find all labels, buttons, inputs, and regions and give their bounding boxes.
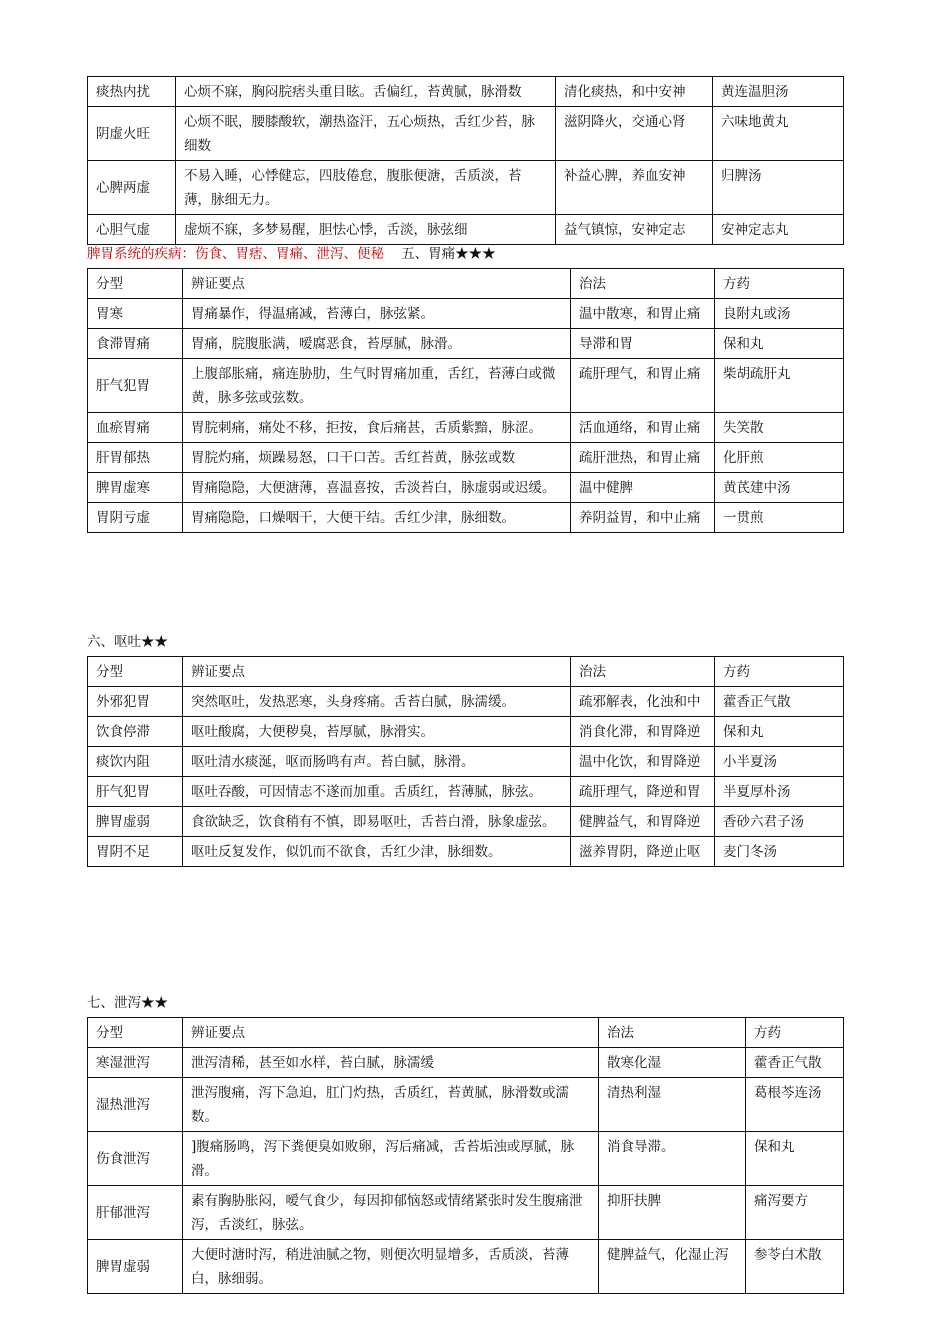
table-row — [88, 1048, 844, 1078]
treatment-cell: 疏邪解表，化浊和中 — [571, 687, 715, 717]
syndrome-type: 心胆气虚 — [88, 215, 176, 245]
syndrome-type: 食滞胃痛 — [88, 329, 183, 359]
section-heading-vomiting — [87, 632, 168, 652]
formula-cell: 柴胡疏肝丸 — [715, 359, 844, 413]
treatment-cell: 滋养胃阴，降逆止呕 — [571, 837, 715, 867]
symptoms-cell: 胃痛隐隐，口燥咽干，大便干结。舌红少津，脉细数。 — [183, 503, 571, 533]
syndrome-type: 外邪犯胃 — [88, 687, 183, 717]
treatment-cell: 清化痰热，和中安神 — [556, 77, 713, 107]
syndrome-type: 寒湿泄泻 — [88, 1048, 183, 1078]
formula-cell: 保和丸 — [715, 329, 844, 359]
spleen-stomach-diseases-note: 脾胃系统的疾病：伤食、胃痞、胃痛、泄泻、便秘 — [87, 246, 384, 262]
syndrome-type: 脾胃虚寒 — [88, 473, 183, 503]
formula-cell: 化肝煎 — [715, 443, 844, 473]
treatment-cell: 导滞和胃 — [571, 329, 715, 359]
table-header-row — [88, 1018, 844, 1048]
formula-cell: 保和丸 — [746, 1132, 844, 1186]
table-row — [88, 777, 844, 807]
symptoms-cell: 大便时溏时泻，稍进油腻之物，则便次明显增多，舌质淡，苔薄白，脉细弱。 — [183, 1240, 599, 1294]
formula-cell: 藿香正气散 — [746, 1048, 844, 1078]
table-row — [88, 359, 844, 413]
vomiting-table — [87, 656, 844, 867]
formula-cell: 藿香正气散 — [715, 687, 844, 717]
header-treatment: 治法 — [571, 269, 715, 299]
treatment-cell: 疏肝理气，降逆和胃 — [571, 777, 715, 807]
symptoms-cell: 胃痛隐隐，大便溏薄，喜温喜按，舌淡苔白，脉虚弱或迟缓。 — [183, 473, 571, 503]
symptoms-cell: ]腹痛肠鸣，泻下粪便臭如败卵，泻后痛减，舌苔垢浊或厚腻，脉滑。 — [183, 1132, 599, 1186]
section-title: 五、胃痛★★★ — [401, 246, 496, 262]
table-row — [88, 503, 844, 533]
treatment-cell: 散寒化湿 — [599, 1048, 746, 1078]
treatment-cell: 活血通络，和胃止痛 — [571, 413, 715, 443]
syndrome-type: 胃寒 — [88, 299, 183, 329]
syndrome-type: 胃阴亏虚 — [88, 503, 183, 533]
treatment-cell: 温中散寒，和胃止痛 — [571, 299, 715, 329]
treatment-cell: 健脾益气，化湿止泻 — [599, 1240, 746, 1294]
formula-cell: 黄连温胆汤 — [713, 77, 844, 107]
syndrome-type: 肝气犯胃 — [88, 359, 183, 413]
formula-cell: 失笑散 — [715, 413, 844, 443]
header-formula: 方药 — [746, 1018, 844, 1048]
symptoms-cell: 不易入睡，心悸健忘，四肢倦怠，腹胀便溏，舌质淡，苔薄，脉细无力。 — [176, 161, 556, 215]
section-heading-diarrhea — [87, 993, 168, 1013]
syndrome-type: 血瘀胃痛 — [88, 413, 183, 443]
formula-cell: 半夏厚朴汤 — [715, 777, 844, 807]
symptoms-cell: 心烦不寐，胸闷脘痞头重目眩。舌偏红，苔黄腻，脉滑数 — [176, 77, 556, 107]
symptoms-cell: 胃脘刺痛，痛处不移，拒按，食后痛甚，舌质紫黯，脉涩。 — [183, 413, 571, 443]
syndrome-type: 饮食停滞 — [88, 717, 183, 747]
table-row — [88, 747, 844, 777]
formula-cell: 香砂六君子汤 — [715, 807, 844, 837]
formula-cell: 黄芪建中汤 — [715, 473, 844, 503]
formula-cell: 麦门冬汤 — [715, 837, 844, 867]
table-row — [88, 77, 844, 107]
table-row — [88, 807, 844, 837]
treatment-cell: 疏肝理气，和胃止痛 — [571, 359, 715, 413]
treatment-cell: 消食化滞，和胃降逆 — [571, 717, 715, 747]
syndrome-type: 肝胃郁热 — [88, 443, 183, 473]
insomnia-table — [87, 76, 844, 245]
symptoms-cell: 胃痛，脘腹胀满，嗳腐恶食，苔厚腻，脉滑。 — [183, 329, 571, 359]
formula-cell: 小半夏汤 — [715, 747, 844, 777]
symptoms-cell: 呕吐反复发作，似饥而不欲食，舌红少津，脉细数。 — [183, 837, 571, 867]
symptoms-cell: 上腹部胀痛，痛连胁肋，生气时胃痛加重，舌红，苔薄白或微黄，脉多弦或弦数。 — [183, 359, 571, 413]
table-row — [88, 1186, 844, 1240]
treatment-cell: 疏肝泄热，和胃止痛 — [571, 443, 715, 473]
table-row — [88, 107, 844, 161]
formula-cell: 葛根芩连汤 — [746, 1078, 844, 1132]
table-row — [88, 413, 844, 443]
table-row — [88, 1240, 844, 1294]
syndrome-type: 痰饮内阻 — [88, 747, 183, 777]
header-formula: 方药 — [715, 657, 844, 687]
syndrome-type: 肝气犯胃 — [88, 777, 183, 807]
header-formula: 方药 — [715, 269, 844, 299]
header-type: 分型 — [88, 1018, 183, 1048]
table-row — [88, 329, 844, 359]
symptoms-cell: 呕吐酸腐，大便秽臭，苔厚腻，脉滑实。 — [183, 717, 571, 747]
symptoms-cell: 胃脘灼痛，烦躁易怒，口干口苦。舌红苔黄，脉弦或数 — [183, 443, 571, 473]
symptoms-cell: 虚烦不寐，多梦易醒，胆怯心悸，舌淡，脉弦细 — [176, 215, 556, 245]
table-row — [88, 443, 844, 473]
syndrome-type: 痰热内扰 — [88, 77, 176, 107]
formula-cell: 痛泻要方 — [746, 1186, 844, 1240]
syndrome-type: 湿热泄泻 — [88, 1078, 183, 1132]
section-title: 七、泄泻★★ — [87, 995, 168, 1011]
syndrome-type: 脾胃虚弱 — [88, 1240, 183, 1294]
formula-cell: 六味地黄丸 — [713, 107, 844, 161]
treatment-cell: 清热利湿 — [599, 1078, 746, 1132]
formula-cell: 参苓白术散 — [746, 1240, 844, 1294]
syndrome-type: 阴虚火旺 — [88, 107, 176, 161]
treatment-cell: 滋阴降火，交通心肾 — [556, 107, 713, 161]
table-row — [88, 1078, 844, 1132]
table-row — [88, 215, 844, 245]
syndrome-type: 伤食泄泻 — [88, 1132, 183, 1186]
table-row — [88, 1132, 844, 1186]
treatment-cell: 抑肝扶脾 — [599, 1186, 746, 1240]
treatment-cell: 补益心脾，养血安神 — [556, 161, 713, 215]
table-row — [88, 473, 844, 503]
treatment-cell: 益气镇惊，安神定志 — [556, 215, 713, 245]
treatment-cell: 温中化饮，和胃降逆 — [571, 747, 715, 777]
symptoms-cell: 素有胸胁胀闷，嗳气食少，每因抑郁恼怒或情绪紧张时发生腹痛泄泻，舌淡红，脉弦。 — [183, 1186, 599, 1240]
symptoms-cell: 胃痛暴作，得温痛减，苔薄白，脉弦紧。 — [183, 299, 571, 329]
stomachache-table — [87, 268, 844, 533]
header-symptoms: 辨证要点 — [183, 269, 571, 299]
diarrhea-table — [87, 1017, 844, 1294]
syndrome-type: 脾胃虚弱 — [88, 807, 183, 837]
header-treatment: 治法 — [571, 657, 715, 687]
symptoms-cell: 泄泻腹痛，泻下急迫，肛门灼热，舌质红，苔黄腻，脉滑数或濡数。 — [183, 1078, 599, 1132]
section-heading-stomachache — [87, 244, 496, 264]
symptoms-cell: 心烦不眠，腰膝酸软，潮热盗汗，五心烦热，舌红少苔，脉细数 — [176, 107, 556, 161]
syndrome-type: 心脾两虚 — [88, 161, 176, 215]
syndrome-type: 胃阴不足 — [88, 837, 183, 867]
symptoms-cell: 呕吐清水痰涎，呕而肠鸣有声。苔白腻，脉滑。 — [183, 747, 571, 777]
header-type: 分型 — [88, 657, 183, 687]
section-title: 六、呕吐★★ — [87, 634, 168, 650]
table-row — [88, 299, 844, 329]
table-header-row — [88, 269, 844, 299]
formula-cell: 安神定志丸 — [713, 215, 844, 245]
symptoms-cell: 食欲缺乏，饮食稍有不慎，即易呕吐，舌苔白滑，脉象虚弦。 — [183, 807, 571, 837]
formula-cell: 一贯煎 — [715, 503, 844, 533]
symptoms-cell: 呕吐吞酸，可因情志不遂而加重。舌质红，苔薄腻，脉弦。 — [183, 777, 571, 807]
table-row — [88, 687, 844, 717]
header-symptoms: 辨证要点 — [183, 657, 571, 687]
symptoms-cell: 泄泻清稀，甚至如水样，苔白腻，脉濡缓 — [183, 1048, 599, 1078]
formula-cell: 保和丸 — [715, 717, 844, 747]
formula-cell: 良附丸或汤 — [715, 299, 844, 329]
treatment-cell: 消食导滞。 — [599, 1132, 746, 1186]
header-treatment: 治法 — [599, 1018, 746, 1048]
table-row — [88, 161, 844, 215]
formula-cell: 归脾汤 — [713, 161, 844, 215]
treatment-cell: 温中健脾 — [571, 473, 715, 503]
header-type: 分型 — [88, 269, 183, 299]
treatment-cell: 健脾益气，和胃降逆 — [571, 807, 715, 837]
table-row — [88, 837, 844, 867]
treatment-cell: 养阴益胃，和中止痛 — [571, 503, 715, 533]
header-symptoms: 辨证要点 — [183, 1018, 599, 1048]
table-header-row — [88, 657, 844, 687]
symptoms-cell: 突然呕吐，发热恶寒，头身疼痛。舌苔白腻，脉濡缓。 — [183, 687, 571, 717]
syndrome-type: 肝郁泄泻 — [88, 1186, 183, 1240]
table-row — [88, 717, 844, 747]
